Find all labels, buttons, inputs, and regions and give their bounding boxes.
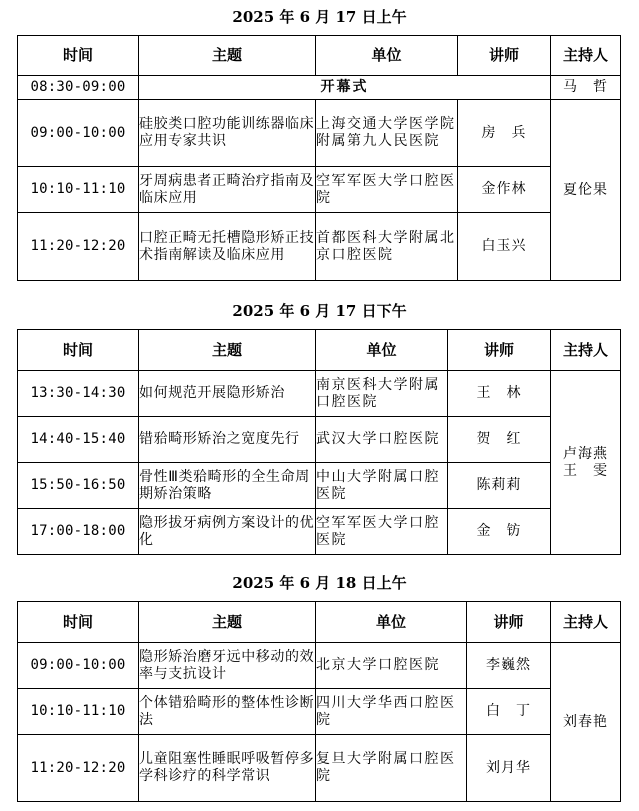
header-topic: 主题 [139, 330, 316, 371]
time-cell: 14:40-15:40 [18, 417, 139, 463]
table-row [18, 100, 621, 167]
table-row [18, 213, 621, 281]
unit-cell: 空军军医大学口腔医院 [316, 509, 448, 555]
section-title-1: 2025 年 6 月 17 日下午 [232, 302, 407, 320]
header-time: 时间 [18, 602, 139, 643]
speaker-cell: 白 丁 [467, 689, 551, 735]
opening-row [18, 76, 621, 100]
header-row [18, 602, 621, 643]
opening-ceremony-label: 开幕式 [139, 76, 551, 100]
unit-cell: 四川大学华西口腔医院 [316, 689, 467, 735]
header-unit: 单位 [316, 330, 448, 371]
header-speaker: 讲师 [458, 36, 551, 76]
speaker-cell: 王 林 [448, 371, 551, 417]
table-row [18, 735, 621, 802]
header-topic: 主题 [139, 602, 316, 643]
topic-cell: 错𬌗畸形矫治之宽度先行 [139, 417, 316, 463]
table-row [18, 371, 621, 417]
table-row [18, 643, 621, 689]
speaker-cell: 白玉兴 [458, 213, 551, 281]
host-cell [551, 100, 621, 281]
table-row [18, 509, 621, 555]
time-cell: 09:00-10:00 [18, 643, 139, 689]
unit-cell: 北京大学口腔医院 [316, 643, 467, 689]
table-row [18, 689, 621, 735]
topic-cell: 儿童阻塞性睡眠呼吸暂停多学科诊疗的科学常识 [139, 735, 316, 802]
host-name: 刘春艳 [563, 713, 608, 730]
unit-cell: 复旦大学附属口腔医院 [316, 735, 467, 802]
table-row [18, 417, 621, 463]
header-row [18, 330, 621, 371]
unit-cell: 上海交通大学医学院附属第九人民医院 [316, 100, 458, 167]
header-host: 主持人 [551, 330, 621, 371]
host-name: 卢海燕 [563, 445, 608, 462]
speaker-cell: 李巍然 [467, 643, 551, 689]
unit-cell: 首都医科大学附属北京口腔医院 [316, 213, 458, 281]
host-name: 王 雯 [563, 462, 608, 479]
time-cell: 11:20-12:20 [18, 213, 139, 281]
topic-cell: 硅胶类口腔功能训练器临床应用专家共识 [139, 100, 316, 167]
time-cell: 10:10-11:10 [18, 689, 139, 735]
header-topic: 主题 [139, 36, 316, 76]
schedule-table-2 [17, 601, 621, 802]
header-row [18, 36, 621, 76]
header-host: 主持人 [551, 36, 621, 76]
host-cell [551, 371, 621, 555]
speaker-cell: 房 兵 [458, 100, 551, 167]
time-cell: 11:20-12:20 [18, 735, 139, 802]
time-cell: 15:50-16:50 [18, 463, 139, 509]
speaker-cell: 贺 红 [448, 417, 551, 463]
topic-cell: 个体错𬌗畸形的整体性诊断法 [139, 689, 316, 735]
topic-cell: 牙周病患者正畸治疗指南及临床应用 [139, 167, 316, 213]
unit-cell: 空军军医大学口腔医院 [316, 167, 458, 213]
header-speaker: 讲师 [467, 602, 551, 643]
speaker-cell: 金 钫 [448, 509, 551, 555]
schedule-table-1 [17, 329, 621, 555]
header-unit: 单位 [316, 36, 458, 76]
section-title-2: 2025 年 6 月 18 日上午 [232, 574, 407, 592]
header-host: 主持人 [551, 602, 621, 643]
header-time: 时间 [18, 36, 139, 76]
topic-cell: 隐形拔牙病例方案设计的优化 [139, 509, 316, 555]
speaker-cell: 陈莉莉 [448, 463, 551, 509]
time-cell: 13:30-14:30 [18, 371, 139, 417]
speaker-cell: 金作林 [458, 167, 551, 213]
unit-cell: 南京医科大学附属口腔医院 [316, 371, 448, 417]
topic-cell: 骨性Ⅲ类𬌗畸形的全生命周期矫治策略 [139, 463, 316, 509]
unit-cell: 中山大学附属口腔医院 [316, 463, 448, 509]
time-cell: 17:00-18:00 [18, 509, 139, 555]
topic-cell: 口腔正畸无托槽隐形矫正技术指南解读及临床应用 [139, 213, 316, 281]
header-time: 时间 [18, 330, 139, 371]
host-cell [551, 643, 621, 802]
time-cell: 10:10-11:10 [18, 167, 139, 213]
topic-cell: 隐形矫治磨牙远中移动的效率与支抗设计 [139, 643, 316, 689]
header-speaker: 讲师 [448, 330, 551, 371]
header-unit: 单位 [316, 602, 467, 643]
host-name: 夏伦果 [563, 181, 608, 198]
section-title-0: 2025 年 6 月 17 日上午 [232, 8, 407, 26]
time-cell: 08:30-09:00 [18, 76, 139, 100]
table-row [18, 167, 621, 213]
speaker-cell: 刘月华 [467, 735, 551, 802]
time-cell: 09:00-10:00 [18, 100, 139, 167]
topic-cell: 如何规范开展隐形矫治 [139, 371, 316, 417]
unit-cell: 武汉大学口腔医院 [316, 417, 448, 463]
host-cell: 马 哲 [551, 76, 621, 100]
table-row [18, 463, 621, 509]
schedule-table-0 [17, 35, 621, 281]
